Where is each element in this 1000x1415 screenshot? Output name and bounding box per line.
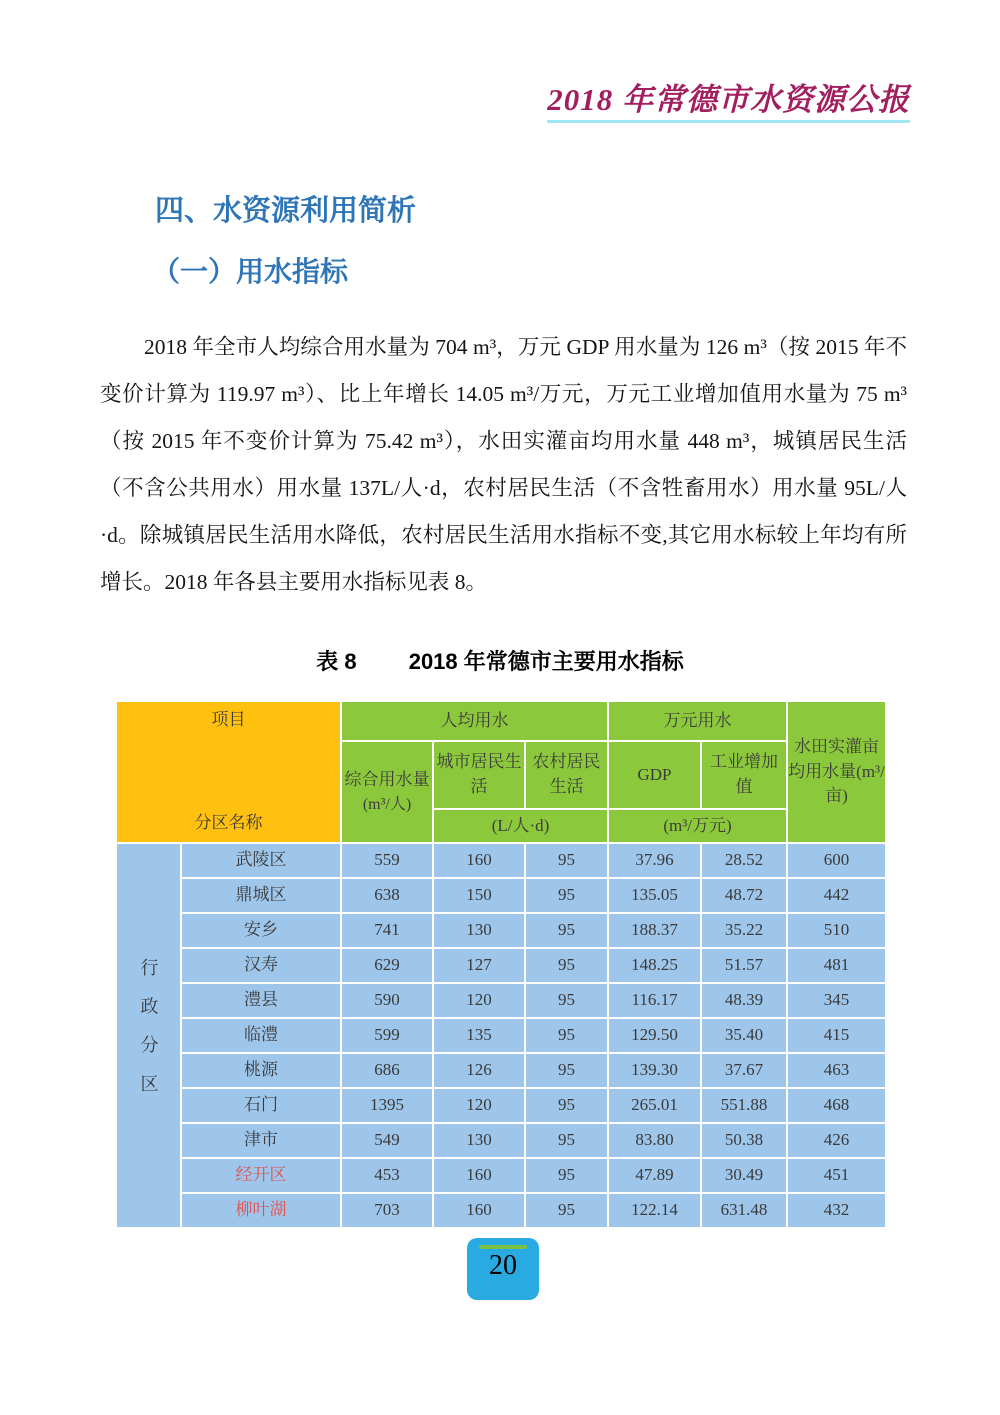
row-group-label: 行政分区 [138, 958, 159, 1113]
row-name: 临澧 [181, 1018, 341, 1053]
table-row [116, 948, 886, 983]
cell-value: 95 [525, 843, 608, 878]
cell-value: 415 [787, 1018, 886, 1053]
corner-top-label: 项目 [211, 710, 246, 729]
cell-value: 95 [525, 1088, 608, 1123]
cell-value: 629 [341, 948, 433, 983]
page-number-accent-bar [479, 1245, 527, 1249]
row-name: 津市 [181, 1123, 341, 1158]
col-header-rural: 农村居民生活 [525, 741, 608, 809]
row-name: 汉寿 [181, 948, 341, 983]
table-caption-label: 表 8 [316, 649, 357, 674]
cell-value: 600 [787, 843, 886, 878]
row-group-label-cell [116, 843, 181, 1228]
cell-value: 116.17 [608, 983, 701, 1018]
cell-value: 590 [341, 983, 433, 1018]
cell-value: 120 [433, 1088, 525, 1123]
col-group-paddy: 水田实灌亩均用水量(m³/亩) [787, 701, 886, 843]
cell-value: 150 [433, 878, 525, 913]
cell-value: 1395 [341, 1088, 433, 1123]
col-header-comprehensive-label: 综合用水量 [344, 770, 430, 790]
row-name: 桃源 [181, 1053, 341, 1088]
cell-value: 37.67 [701, 1053, 787, 1088]
document-header [547, 74, 910, 119]
cell-value: 638 [341, 878, 433, 913]
cell-value: 345 [787, 983, 886, 1018]
cell-value: 130 [433, 1123, 525, 1158]
cell-value: 135.05 [608, 878, 701, 913]
cell-value: 95 [525, 878, 608, 913]
cell-value: 631.48 [701, 1193, 787, 1228]
col-group-per-capita: 人均用水 [341, 701, 608, 741]
table-caption-text: 2018 年常德市主要用水指标 [408, 649, 684, 674]
cell-value: 127 [433, 948, 525, 983]
water-usage-table [115, 700, 887, 1229]
corner-bottom-label: 分区名称 [194, 813, 263, 833]
col-header-comprehensive [341, 741, 433, 843]
cell-value: 463 [787, 1053, 886, 1088]
col-header-gdp: GDP [608, 741, 701, 809]
cell-value: 265.01 [608, 1088, 701, 1123]
cell-value: 28.52 [701, 843, 787, 878]
cell-value: 48.72 [701, 878, 787, 913]
row-name: 安乡 [181, 913, 341, 948]
cell-value: 122.14 [608, 1193, 701, 1228]
cell-value: 47.89 [608, 1158, 701, 1193]
cell-value: 95 [525, 913, 608, 948]
cell-value: 426 [787, 1123, 886, 1158]
cell-value: 95 [525, 1018, 608, 1053]
cell-value: 551.88 [701, 1088, 787, 1123]
col-header-comprehensive-unit: (m³/人) [362, 795, 412, 813]
table-row [116, 1123, 886, 1158]
cell-value: 51.57 [701, 948, 787, 983]
table-caption [0, 645, 1000, 676]
cell-value: 95 [525, 983, 608, 1018]
table-row [116, 1193, 886, 1228]
col-header-urban: 城市居民生活 [433, 741, 525, 809]
cell-value: 148.25 [608, 948, 701, 983]
cell-value: 442 [787, 878, 886, 913]
cell-value: 126 [433, 1053, 525, 1088]
cell-value: 120 [433, 983, 525, 1018]
table-row [116, 913, 886, 948]
table-row [116, 1053, 886, 1088]
table-row [116, 843, 886, 878]
col-header-industry: 工业增加值 [701, 741, 787, 809]
section-heading: 四、水资源利用简析 [155, 195, 417, 227]
cell-value: 432 [787, 1193, 886, 1228]
cell-value: 50.38 [701, 1123, 787, 1158]
cell-value: 37.96 [608, 843, 701, 878]
unit-m3-per-10k-yuan: (m³/万元) [608, 809, 787, 843]
page-number-badge [467, 1238, 539, 1300]
table-row [116, 1088, 886, 1123]
cell-value: 35.40 [701, 1018, 787, 1053]
cell-value: 481 [787, 948, 886, 983]
row-name: 鼎城区 [181, 878, 341, 913]
page-number: 20 [489, 1250, 517, 1281]
cell-value: 130 [433, 913, 525, 948]
cell-value: 139.30 [608, 1053, 701, 1088]
cell-value: 510 [787, 913, 886, 948]
cell-value: 686 [341, 1053, 433, 1088]
cell-value: 95 [525, 1123, 608, 1158]
table-row [116, 1018, 886, 1053]
cell-value: 468 [787, 1088, 886, 1123]
cell-value: 30.49 [701, 1158, 787, 1193]
cell-value: 559 [341, 843, 433, 878]
cell-value: 160 [433, 1193, 525, 1228]
document-title: 2018 年常德市水资源公报 [547, 82, 910, 123]
cell-value: 160 [433, 1158, 525, 1193]
cell-value: 129.50 [608, 1018, 701, 1053]
cell-value: 453 [341, 1158, 433, 1193]
cell-value: 83.80 [608, 1123, 701, 1158]
row-name: 柳叶湖 [181, 1193, 341, 1228]
cell-value: 95 [525, 1193, 608, 1228]
col-group-per-10k-yuan: 万元用水 [608, 701, 787, 741]
cell-value: 741 [341, 913, 433, 948]
row-name: 石门 [181, 1088, 341, 1123]
cell-value: 35.22 [701, 913, 787, 948]
row-name: 武陵区 [181, 843, 341, 878]
cell-value: 451 [787, 1158, 886, 1193]
cell-value: 188.37 [608, 913, 701, 948]
body-paragraph: 2018 年全市人均综合用水量为 704 m³，万元 GDP 用水量为 126 m³（按 2015 年不变价计算为 119.97 m³）、比上年增长 14.05 m³/万元，万元工业增加值用水量为 75 m³（按 2015 年不变价计算为 75.42 m³），水田实灌亩均用水量 448 m³，城镇居民生活（不含公共用水）用水量 137L/人·d，农村居民生活（不含牲畜用水）用水量 95L/人·d。除城镇居民生活用水降低，农村居民生活用水指标不变,其它用水标较上年均有所增长。2018 年各县主要用水指标见表 8。 [100, 334, 907, 594]
row-name: 经开区 [181, 1158, 341, 1193]
cell-value: 549 [341, 1123, 433, 1158]
table-row [116, 878, 886, 913]
cell-value: 160 [433, 843, 525, 878]
table-row [116, 983, 886, 1018]
unit-l-per-person-day: (L/人·d) [433, 809, 608, 843]
cell-value: 599 [341, 1018, 433, 1053]
table-row [116, 1158, 886, 1193]
cell-value: 95 [525, 1053, 608, 1088]
cell-value: 703 [341, 1193, 433, 1228]
cell-value: 135 [433, 1018, 525, 1053]
cell-value: 95 [525, 1158, 608, 1193]
row-name: 澧县 [181, 983, 341, 1018]
corner-cell [116, 701, 341, 843]
subsection-heading: （一）用水指标 [152, 257, 349, 288]
cell-value: 48.39 [701, 983, 787, 1018]
cell-value: 95 [525, 948, 608, 983]
